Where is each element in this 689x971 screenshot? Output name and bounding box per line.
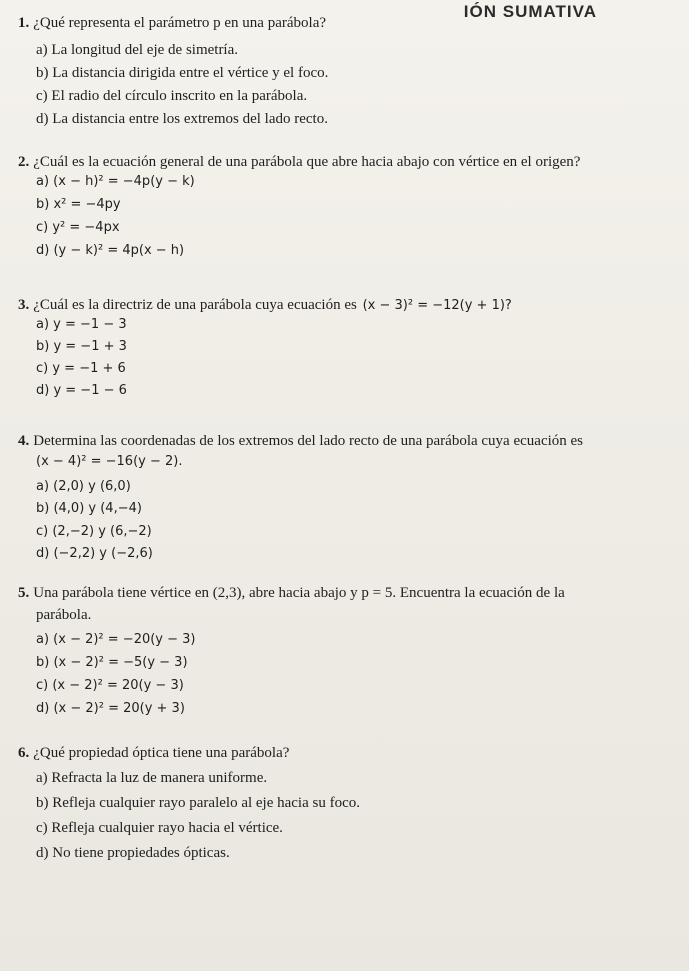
option-c[interactable]: c) y = −1 + 6 [36, 361, 126, 376]
option-c[interactable]: c) y² = −4px [36, 220, 120, 235]
question-equation: (x − 4)² = −16(y − 2). [36, 454, 183, 469]
question-4 [18, 432, 678, 561]
question-prompt: ¿Cuál es la ecuación general de una parábola que abre hacia abajo con vértice en el origen? [33, 154, 581, 170]
option-d[interactable]: d) No tiene propiedades ópticas. [36, 845, 230, 861]
option-d[interactable]: d) (y − k)² = 4p(x − h) [36, 243, 185, 258]
question-prompt: ¿Cuál es la directriz de una parábola cuya ecuación es [33, 297, 357, 313]
question-6 [18, 744, 678, 861]
question-prompt: ¿Qué propiedad óptica tiene una parábola? [33, 745, 290, 761]
option-c[interactable]: c) (x − 2)² = 20(y − 3) [36, 678, 184, 693]
question-1 [18, 14, 678, 127]
option-d[interactable]: d) (x − 2)² = 20(y + 3) [36, 701, 185, 716]
question-text [18, 584, 678, 602]
option-a[interactable]: a) Refracta la luz de manera uniforme. [36, 770, 268, 786]
option-c[interactable]: c) Refleja cualquier rayo hacia el vértice. [36, 820, 283, 836]
option-b[interactable]: b) Refleja cualquier rayo paralelo al eje hacia su foco. [36, 795, 361, 811]
option-b[interactable]: b) La distancia dirigida entre el vértice y el foco. [36, 65, 329, 81]
option-a[interactable]: a) La longitud del eje de simetría. [36, 42, 239, 58]
question-equation: (x − 3)² = −12(y + 1)? [362, 298, 512, 313]
option-b[interactable]: b) (4,0) y (4,−4) [36, 501, 142, 516]
question-prompt: Determina las coordenadas de los extremos del lado recto de una parábola cuya ecuación es [33, 433, 584, 449]
option-a[interactable]: a) (2,0) y (6,0) [36, 479, 131, 494]
question-number: 3. [18, 297, 30, 313]
question-number: 6. [18, 745, 30, 761]
option-b[interactable]: b) x² = −4py [36, 197, 121, 212]
question-text [18, 432, 678, 450]
question-3 [18, 296, 678, 398]
question-text [18, 296, 678, 315]
question-text [18, 744, 678, 762]
option-b[interactable]: b) y = −1 + 3 [36, 339, 127, 354]
option-c[interactable]: c) El radio del círculo inscrito en la parábola. [36, 88, 308, 104]
question-2 [18, 153, 678, 258]
question-5 [18, 584, 678, 716]
question-number: 5. [18, 585, 30, 601]
question-prompt: ¿Qué representa el parámetro p en una parábola? [33, 15, 327, 31]
question-prompt: Una parábola tiene vértice en (2,3), abre hacia abajo y p = 5. Encuentra la ecuación de la [33, 585, 565, 601]
question-number: 1. [18, 15, 30, 31]
option-b[interactable]: b) (x − 2)² = −5(y − 3) [36, 655, 188, 670]
question-text [18, 14, 678, 32]
option-c[interactable]: c) (2,−2) y (6,−2) [36, 524, 152, 539]
question-number: 4. [18, 433, 30, 449]
question-prompt-continued: parábola. [36, 607, 92, 623]
option-a[interactable]: a) y = −1 − 3 [36, 317, 127, 332]
question-text [18, 153, 678, 171]
option-a[interactable]: a) (x − 2)² = −20(y − 3) [36, 632, 196, 647]
section-banner: IÓN SUMATIVA [463, 2, 597, 21]
option-d[interactable]: d) (−2,2) y (−2,6) [36, 546, 153, 561]
option-d[interactable]: d) y = −1 − 6 [36, 383, 127, 398]
option-a[interactable]: a) (x − h)² = −4p(y − k) [36, 174, 195, 189]
question-number: 2. [18, 154, 30, 170]
option-d[interactable]: d) La distancia entre los extremos del lado recto. [36, 111, 328, 127]
